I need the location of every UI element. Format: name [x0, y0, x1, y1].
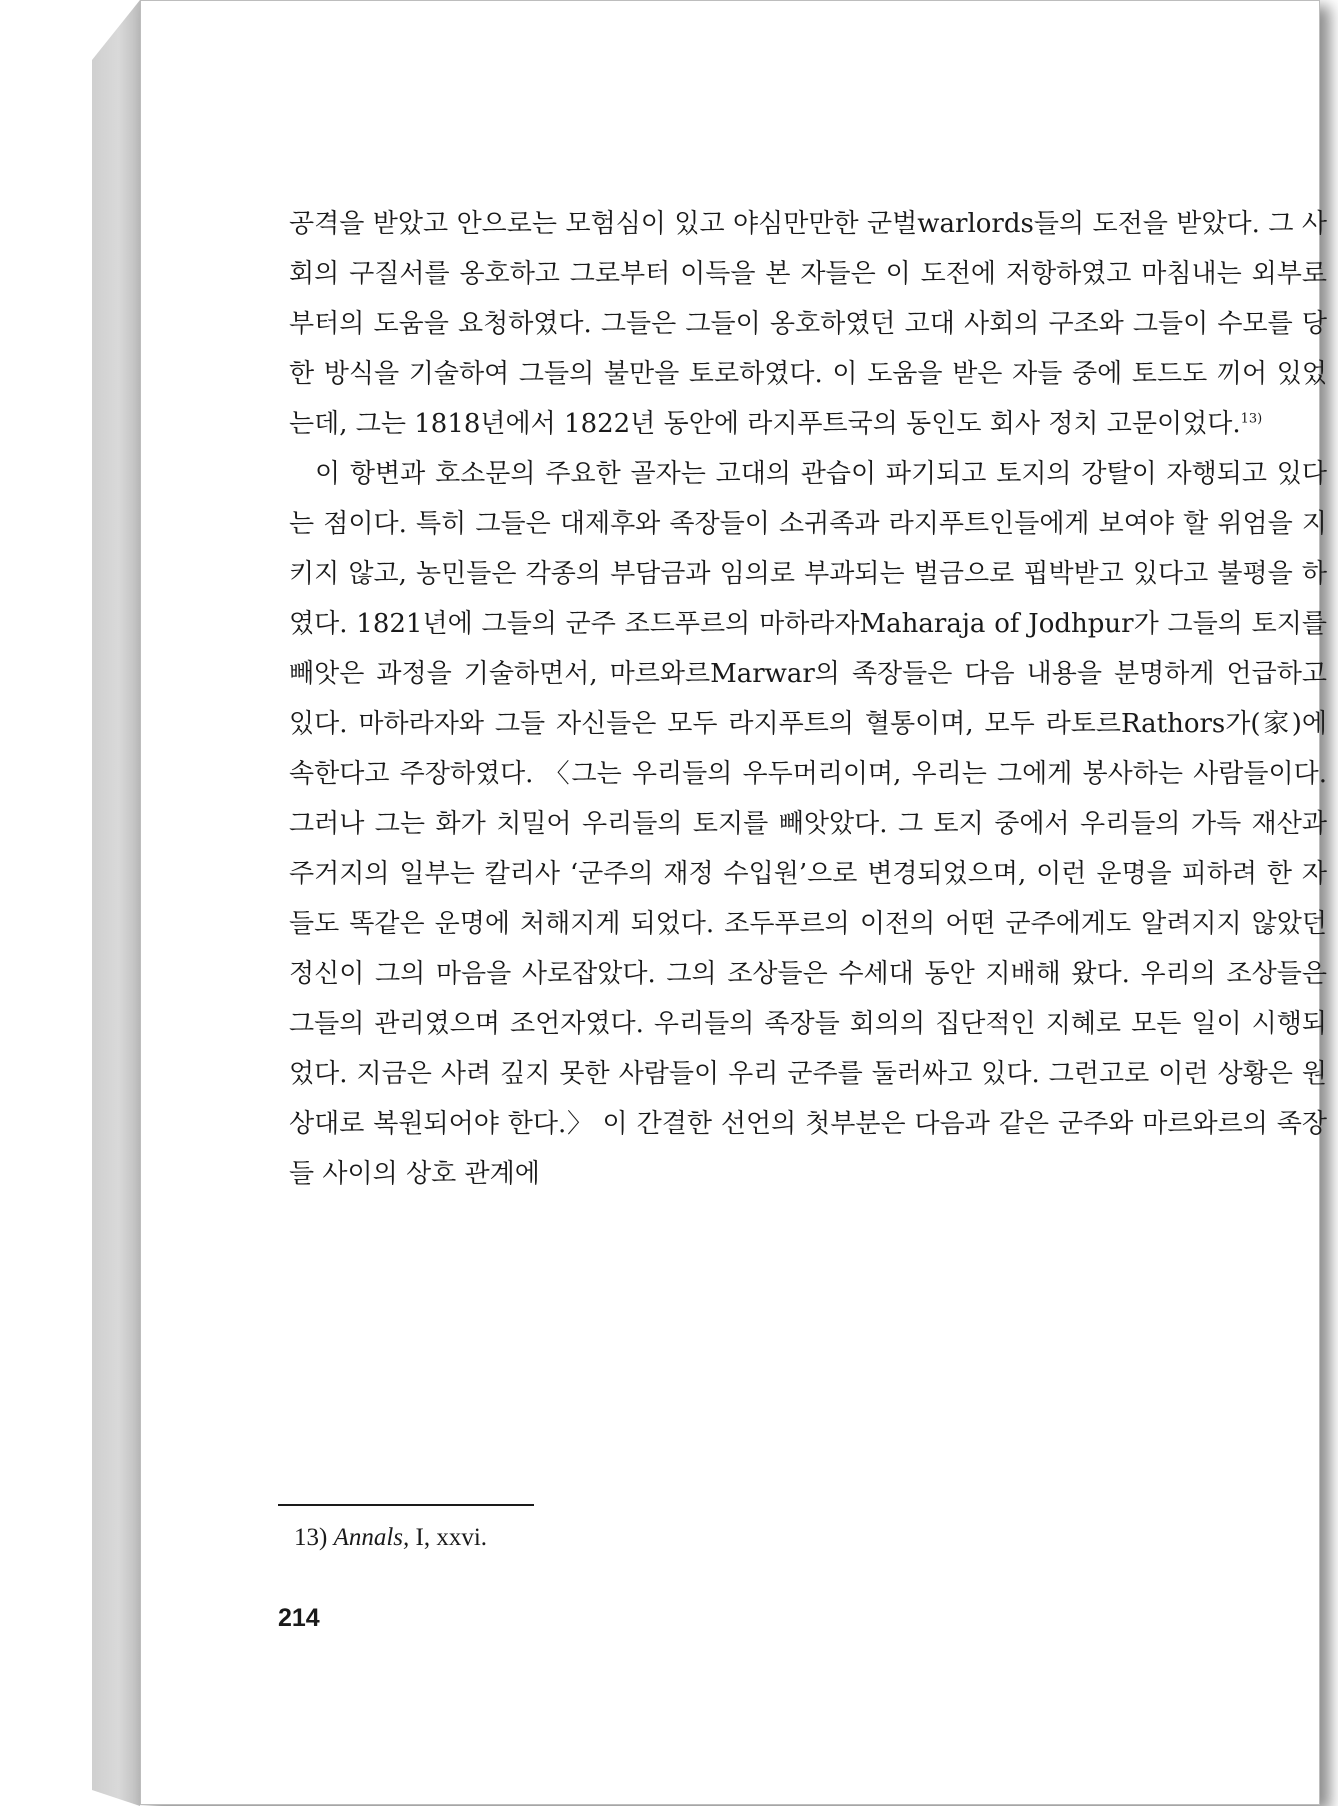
page-number: 214: [278, 1604, 320, 1632]
paragraph-2: 이 항변과 호소문의 주요한 골자는 고대의 관습이 파기되고 토지의 강탈이 자행되고 있다는 점이다. 특히 그들은 대제후와 족장들이 소귀족과 라지푸트인들에게 보여야 할 위엄을 지키지 않고, 농민들은 각종의 부담금과 임의로 부과되는 벌금으로 핍박받고 있다고 불평을 하였다. 1821년에 그들의 군주 조드푸르의 마하라자Maharaja of Jodhpur가 그들의 토지를 빼앗은 과정을 기술하면서, 마르와르Marwar의 족장들은 다음 내용을 분명하게 언급하고 있다. 마하라자와 그들 자신들은 모두 라지푸트의 혈통이며, 모두 라토르Rathors가(家)에 속한다고 주장하였다. 〈그는 우리들의 우두머리이며, 우리는 그에게 봉사하는 사람들이다. 그러나 그는 화가 치밀어 우리들의 토지를 빼앗았다. 그 토지 중에서 우리들의 가득 재산과 주거지의 일부는 칼리사 ‘군주의 재정 수입원’으로 변경되었으며, 이런 운명을 피하려 한 자들도 똑같은 운명에 처해지게 되었다. 조두푸르의 이전의 어떤 군주에게도 알려지지 않았던 정신이 그의 마음을 사로잡았다. 그의 조상들은 수세대 동안 지배해 왔다. 우리의 조상들은 그들의 관리였으며 조언자였다. 우리들의 족장들 회의의 집단적인 지혜로 모든 일이 시행되었다. 지금은 사려 깊지 못한 사람들이 우리 군주를 둘러싸고 있다. 그런고로 이런 상황은 원상대로 복원되어야 한다.〉 이 간결한 선언의 첫부분은 다음과 같은 군주와 마르와르의 족장들 사이의 상호 관계에: [289, 459, 1327, 1189]
paragraph-1-text: 공격을 받았고 안으로는 모험심이 있고 야심만만한 군벌warlords들의 도전을 받았다. 그 사회의 구질서를 옹호하고 그로부터 이득을 본 자들은 이 도전에 저항하였고 마침내는 외부로부터의 도움을 요청하였다. 그들은 그들이 옹호하였던 고대 사회의 구조와 그들이 수모를 당한 방식을 기술하여 그들의 불만을 토로하였다. 이 도움을 받은 자들 중에 토드도 끼어 있었는데, 그는 1818년에서 1822년 동안에 라지푸트국의 동인도 회사 정치 고문이었다.: [289, 209, 1327, 439]
footnote-reference: 13): [1240, 411, 1263, 427]
footnote-title: Annals,: [333, 1524, 410, 1551]
footnote-divider: [278, 1504, 534, 1506]
book-spine: [92, 0, 140, 1806]
footnote-marker: 13): [294, 1524, 328, 1551]
footnote: [294, 1524, 487, 1552]
body-text: [289, 199, 1327, 1199]
footnote-citation: I, xxvi.: [415, 1524, 488, 1551]
paragraph-1: [289, 199, 1327, 449]
